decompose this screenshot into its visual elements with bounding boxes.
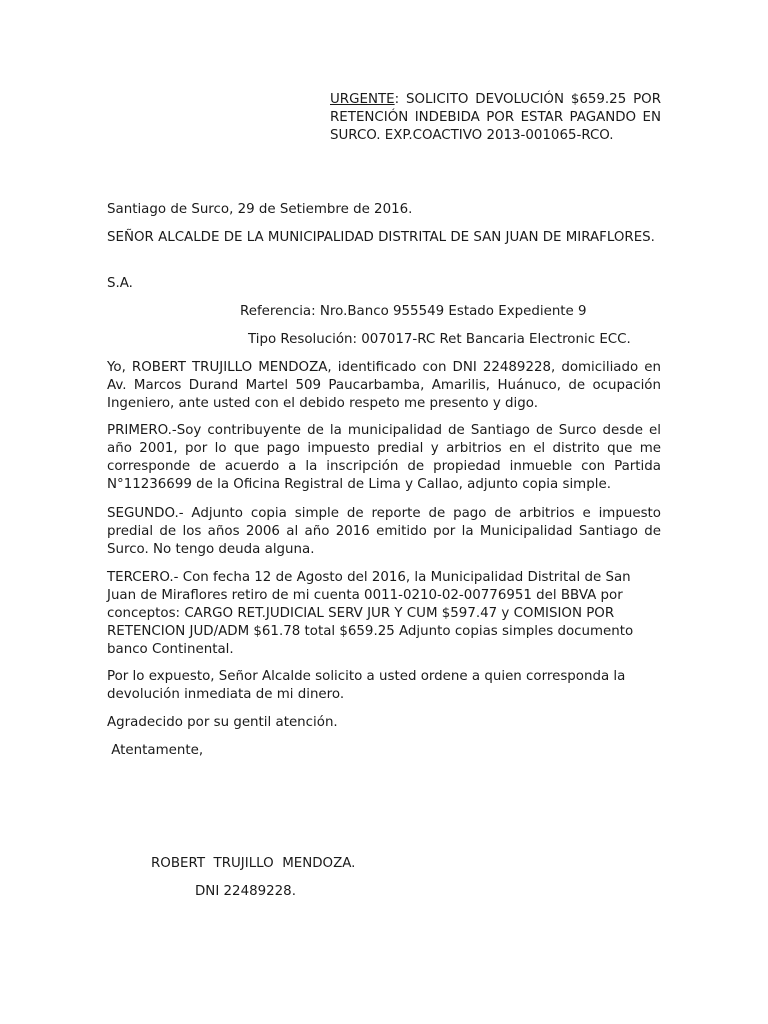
tercero-line: conceptos: CARGO RET.JUDICIAL SERV JUR Y CUM $597.47 y COMISION POR — [107, 606, 615, 621]
tercero-line: RETENCION JUD/ADM $61.78 total $659.25 Adjunto copias simples documento — [107, 624, 634, 639]
segundo-paragraph: SEGUNDO.- Adjunto copia simple de reporte de pago de arbitrios e impuesto predial de los años 2006 al año 2016 emitido por la Municipalidad Santiago de Surco. No tengo deuda alguna. — [107, 506, 661, 557]
primero-paragraph: PRIMERO.-Soy contribuyente de la municipalidad de Santiago de Surco desde el año 2001, por lo que pago impuesto predial y arbitrios en el distrito que me corresponde de acuerdo a la inscripción de propiedad inmueble con Partida N°11236699 de la Oficina Registral de Lima y Callao, adjunto copia simple. — [107, 423, 661, 492]
subject-heading — [330, 91, 661, 145]
thanks-line: Agradecido por su gentil atención. — [107, 715, 338, 730]
subject-text: : SOLICITO DEVOLUCIÓN $659.25 POR RETENCIÓN INDEBIDA POR ESTAR PAGANDO EN SURCO. EXP.COACTIVO 2013-001065-RCO. — [330, 92, 661, 143]
reference-line-2: Tipo Resolución: 007017-RC Ret Bancaria Electronic ECC. — [248, 332, 631, 347]
tercero-line: banco Continental. — [107, 642, 234, 657]
reference-line-1: Referencia: Nro.Banco 955549 Estado Expediente 9 — [240, 304, 587, 319]
closing-paragraph — [107, 668, 661, 704]
signature-name: ROBERT TRUJILLO MENDOZA. — [151, 856, 356, 871]
salutation: S.A. — [107, 276, 133, 291]
intro-paragraph: Yo, ROBERT TRUJILLO MENDOZA, identificado con DNI 22489228, domiciliado en Av. Marcos Durand Martel 509 Paucarbamba, Amarilis, Huánuco, de ocupación Ingeniero, ante usted con el debido respeto me presento y digo. — [107, 360, 661, 411]
date-line: Santiago de Surco, 29 de Setiembre de 2016. — [107, 202, 413, 217]
signature-dni: DNI 22489228. — [195, 884, 296, 899]
tercero-paragraph — [107, 569, 661, 659]
closing-line: devolución inmediata de mi dinero. — [107, 687, 345, 702]
sign-off: Atentamente, — [107, 743, 204, 758]
urgent-label: URGENTE — [330, 92, 395, 107]
tercero-line: TERCERO.- Con fecha 12 de Agosto del 2016, la Municipalidad Distrital de San — [107, 570, 631, 585]
closing-line: Por lo expuesto, Señor Alcalde solicito a usted ordene a quien corresponda la — [107, 669, 626, 684]
tercero-line: Juan de Miraflores retiro de mi cuenta 0011-0210-02-00776951 del BBVA por — [107, 588, 623, 603]
addressee: SEÑOR ALCALDE DE LA MUNICIPALIDAD DISTRITAL DE SAN JUAN DE MIRAFLORES. — [107, 230, 655, 245]
